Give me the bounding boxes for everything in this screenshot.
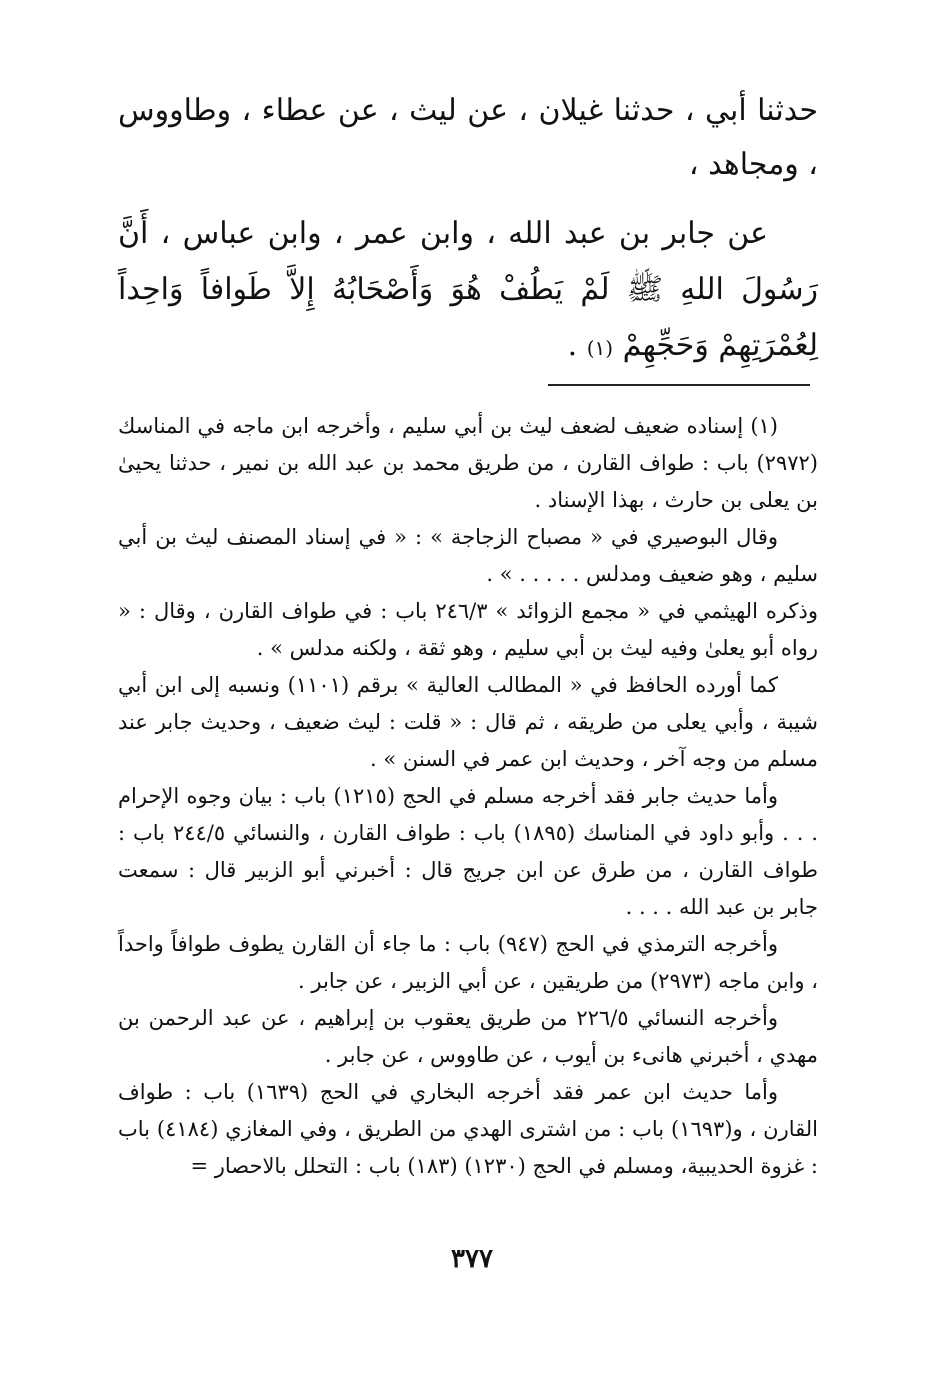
footnote-divider (548, 384, 810, 386)
footnote-paragraph: وأخرجه الترمذي في الحج (٩٤٧) باب : ما جاء أن القارن يطوف طوافاً واحداً ، وابن ماجه (٢٩٧٣) من طريقين ، عن أبي الزبير ، عن جابر . (118, 932, 818, 993)
footnote-paragraph: وقال البوصيري في « مصباح الزجاجة » : « في إسناد المصنف ليث بن أبي سليم ، وهو ضعيف ومدلس . . . . . » . (118, 525, 818, 586)
hadith-matn (118, 206, 818, 376)
footnote-reference: (١) (586, 336, 614, 360)
footnote-paragraph: كما أورده الحافظ في « المطالب العالية » برقم (١١٠١) ونسبه إلى ابن أبي شيبة ، وأبي يعلى من طريقه ، ثم قال : « قلت : ليث ضعيف ، وحديث جابر عند مسلم من وجه آخر ، وحديث ابن عمر في السنن » . (118, 673, 818, 771)
footnotes-section (118, 408, 818, 1185)
page-number: ٣٧٧ (451, 1244, 493, 1274)
footnote-paragraph: وذكره الهيثمي في « مجمع الزوائد » ٢٤٦/٣ باب : في طواف القارن ، وقال : « رواه أبو يعلىٰ وفيه ليث بن أبي سليم ، وهو ثقة ، ولكنه مدلس » . (118, 599, 818, 660)
footnote-paragraph: (١) إسناده ضعيف لضعف ليث بن أبي سليم ، وأخرجه ابن ماجه في المناسك (٢٩٧٢) باب : طواف القارن ، من طريق محمد بن عبد الله بن نمير ، حدثنا يحيىٰ بن يعلى بن حارث ، بهذا الإسناد . (118, 414, 818, 512)
isnad-text: حدثنا أبي ، حدثنا غيلان ، عن ليث ، عن عطاء ، وطاووس ، ومجاهد ، (118, 93, 818, 182)
footnote-paragraph: وأخرجه النسائي ٢٢٦/٥ من طريق يعقوب بن إبراهيم ، عن عبد الرحمن بن مهدي ، أخبرني هانىء بن أيوب ، عن طاووس ، عن جابر . (118, 1006, 818, 1067)
footnote-paragraph: وأما حديث ابن عمر فقد أخرجه البخاري في الحج (١٦٣٩) باب : طواف القارن ، و(١٦٩٣) باب : من اشترى الهدي من الطريق ، وفي المغازي (٤١٨٤) باب : غزوة الحديبية، ومسلم في الحج (١٢٣٠) (١٨٣) باب : التحلل بالاحصار = (118, 1080, 818, 1178)
matn-text: عن جابر بن عبد الله ، وابن عمر ، وابن عباس ، أَنَّ رَسُولَ اللهِ ﷺ لَمْ يَطُفْ هُوَ وَأَصْحَابُهُ إِلاَّ طَوافاً وَاحِداً لِعُمْرَتِهِمْ وَحَجِّهِمْ (118, 216, 818, 363)
matn-end-mark: . (567, 328, 578, 363)
hadith-isnad (118, 84, 818, 192)
footnote-paragraph: وأما حديث جابر فقد أخرجه مسلم في الحج (١٢١٥) باب : بيان وجوه الإحرام . . . وأبو داود في المناسك (١٨٩٥) باب : طواف القارن ، والنسائي ٢٤٤/٥ باب : طواف القارن ، من طرق عن ابن جريج قال : أخبرني أبو الزبير قال : سمعت جابر بن عبد الله . . . . (118, 784, 818, 919)
